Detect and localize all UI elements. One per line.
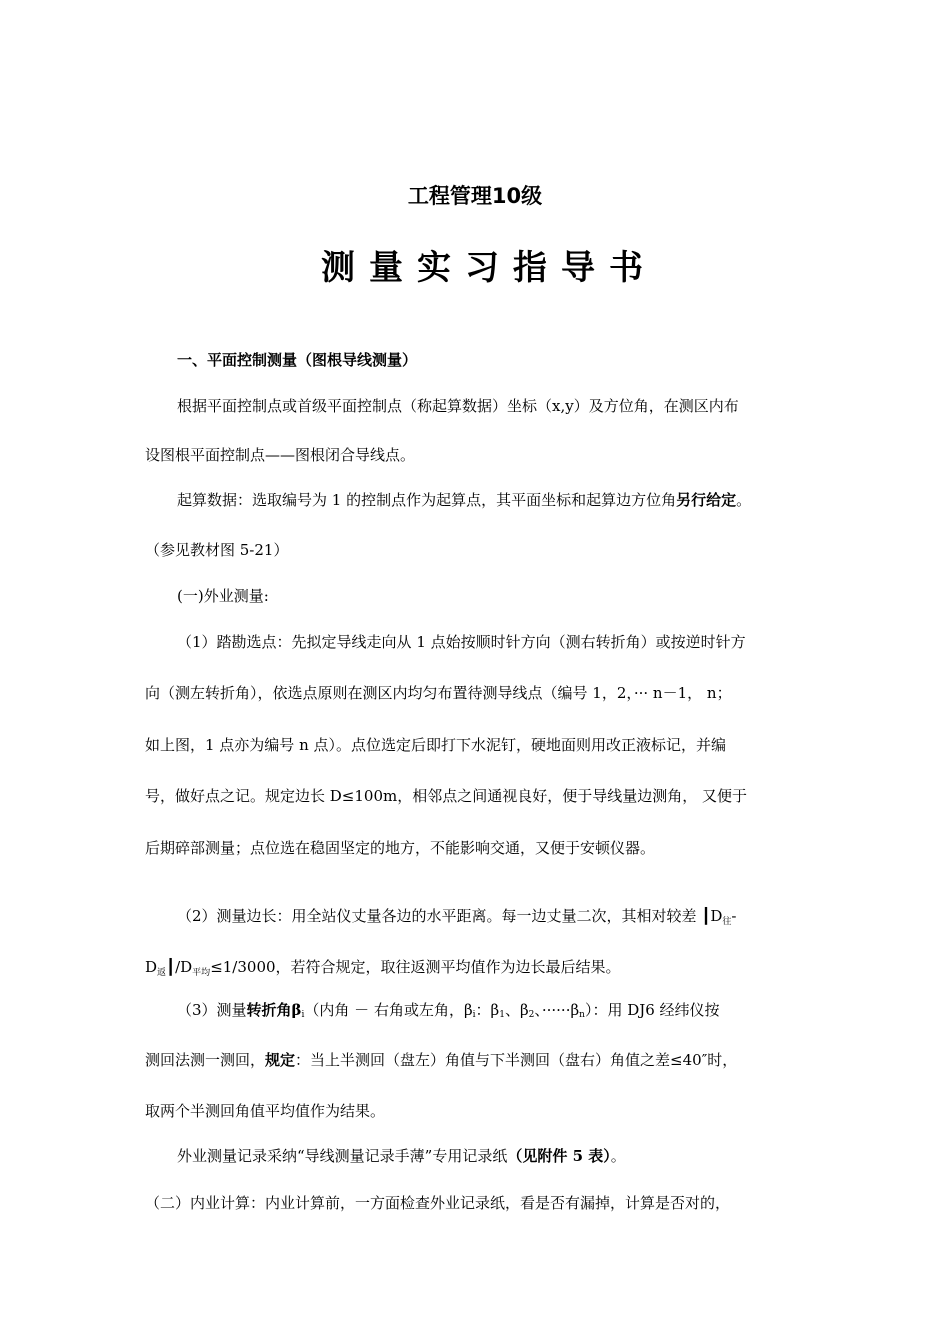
paragraph-line — [145, 1050, 950, 1070]
paragraph-line — [145, 957, 950, 983]
text-span: D — [145, 958, 158, 976]
paragraph-line: 取两个半测回角值平均值作为结果。 — [145, 1102, 386, 1120]
text-span: ┃/D — [166, 958, 193, 976]
text-span: ）：用 DJ6 经纬仪按 — [584, 1001, 720, 1019]
paragraph-line: 根据平面控制点或首级平面控制点（称起算数据）坐标（x,y）及方位角，在测区内布 — [177, 397, 739, 415]
subscript: 1 — [499, 1010, 505, 1020]
paragraph-line: 后期碎部测量；点位选在稳固坚定的地方，不能影响交通，又便于安顿仪器。 — [145, 839, 656, 857]
document-title: 测量实习指导书 — [321, 248, 657, 288]
text-span: ：当上半测回（盘左）角值与下半测回（盘右）角值之差≤40″时， — [295, 1051, 738, 1069]
text-span: （2）测量边长：用全站仪丈量各边的水平距离。每一边丈量二次，其相对较差 ┃D — [177, 907, 723, 925]
class-title: 工程管理10级 — [407, 184, 543, 208]
paragraph-line — [177, 1000, 950, 1025]
subscript: i — [301, 1010, 305, 1020]
text-span: 。 — [610, 1147, 626, 1165]
subscript: n — [579, 1010, 585, 1020]
paragraph-line: 设图根平面控制点——图根闭合导线点。 — [145, 446, 416, 464]
text-span: 起算数据：选取编号为 1 的控制点作为起算点，其平面坐标和起算边方位角 — [177, 491, 677, 509]
text-span: ：β — [475, 1001, 500, 1019]
text-span: 外业测量记录采纳“导线测量记录手薄”专用记录纸 — [177, 1147, 508, 1165]
emphasis-text: 规定 — [265, 1051, 296, 1069]
subsection-heading: （二）内业计算：内业计算前，一方面检查外业记录纸，看是否有漏掉，计算是否对的， — [145, 1194, 731, 1212]
paragraph-line: 号，做好点之记。规定边长 D≤100m，相邻点之间通视良好，便于导线量边测角， 又便于 — [145, 787, 747, 805]
emphasis-text: （见附件 5 表） — [507, 1147, 611, 1165]
paragraph-line: 如上图，1 点亦为编号 n 点）。点位选定后即打下水泥钉，硬地面则用改正液标记，并编 — [145, 736, 727, 754]
text-span: （3）测量 — [177, 1001, 247, 1019]
paragraph-line — [177, 1146, 950, 1166]
text-span: - — [731, 907, 737, 925]
paragraph-line — [177, 490, 950, 510]
text-span: ≤1/3000，若符合规定，取往返测平均值作为边长最后结果。 — [210, 958, 621, 976]
section-heading: 一、平面控制测量（图根导线测量） — [177, 351, 418, 369]
text-span: （内角 － 右角或左角，β — [304, 1001, 473, 1019]
text-span: 、β — [504, 1001, 529, 1019]
subscript: 2 — [528, 1010, 535, 1020]
subsection-heading: (一)外业测量: — [177, 587, 269, 605]
emphasis-text: 转折角β — [246, 1001, 302, 1019]
emphasis-text: 另行给定 — [676, 491, 737, 509]
subscript: 返 — [157, 968, 167, 978]
paragraph-line: （1）踏勘选点：先拟定导线走向从 1 点始按顺时针方向（测右转折角）或按逆时针方 — [177, 633, 746, 651]
subscript: 往 — [722, 917, 732, 927]
text-span: 。 — [736, 491, 752, 509]
paragraph-line — [177, 906, 950, 932]
paragraph-line: （参见教材图 5-21） — [145, 541, 289, 559]
text-span: 、······β — [534, 1001, 580, 1019]
subscript: i — [472, 1010, 476, 1020]
subscript: 平均 — [192, 968, 211, 978]
text-span: 测回法测一测回， — [145, 1051, 266, 1069]
paragraph-line: 向（测左转折角），依选点原则在测区内均匀布置待测导线点（编号 1，2，··· n－1， n； — [145, 684, 732, 702]
